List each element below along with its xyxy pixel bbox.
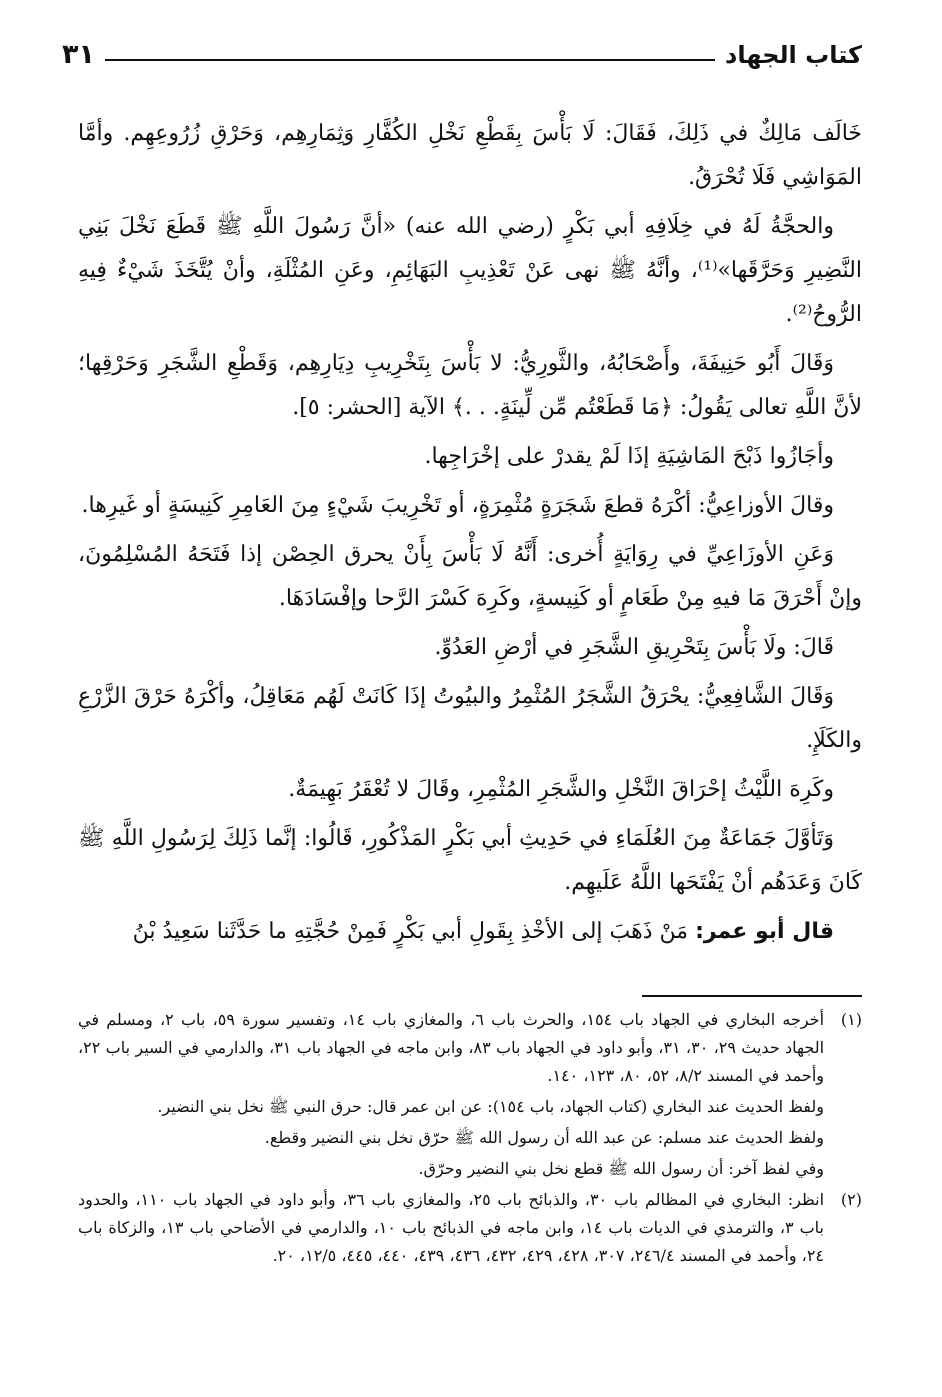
speaker-lead: قال أبو عمر: — [695, 919, 834, 944]
paragraph: وقالَ الأوزاعِيُّ: أكْرَهُ قطعَ شَجَرَةٍ مُثْمِرَةٍ، أو تَخْرِيبَ شَيْءٍ مِنَ العَامِرِ كَنِيسَةٍ أو غَيرِها. — [81, 493, 834, 518]
footnote-2 — [78, 1186, 862, 1270]
footnote-text: أخرجه البخاري في الجهاد باب ١٥٤، والحرث باب ٦، والمغازي باب ١٤، وتفسير سورة ٥٩، باب ٢، ومسلم في الجهاد حديث ٢٩، ٣٠، ٣١، وأبو داود في الجهاد باب ٨٣، وابن ماجه في الجهاد باب ٣١، والدارمي في السير باب ٢٢، وأحمد في المسند ٨/٢، ٥٢، ٨٠، ١٢٣، ١٤٠. — [78, 1010, 825, 1085]
running-title: كتاب الجهاد — [725, 41, 862, 69]
paragraph: والحجَّةُ لَهُ في خِلَافِهِ أبي بَكْرٍ (رضي الله عنه) «أنَّ رَسُولَ اللَّهِ ﷺ قَطَعَ نَخْلَ بَنِي النَّضِيرِ وَحَرَّقَها»⁽¹⁾، وأنَّهُ ﷺ نهى عَنْ تَعْذِيبِ البَهَائِمِ، وعَنِ المُثْلَةِ، وأنْ يُتَّخَذَ شَيْءٌ فِيهِ الرُّوحُ⁽²⁾. — [78, 214, 863, 327]
final-paragraph-text: مَنْ ذَهَبَ إلى الأخْذِ بِقَولِ أبي بَكْرٍ فَمِنْ حُجَّتِهِ ما حَدَّثَنا سَعِيدُ بْنُ — [132, 919, 696, 944]
paragraph: وأجَازُوا ذَبْحَ المَاشِيَةِ إذَا لَمْ يقدرْ على إخْرَاجِها. — [424, 444, 834, 469]
footnotes — [78, 1006, 862, 1273]
header-rule — [105, 59, 715, 61]
footnote-1 — [78, 1006, 862, 1090]
running-header — [62, 28, 862, 70]
footnote-separator — [642, 995, 862, 997]
paragraph: خَالَف مَالِكٌ في ذَلِكَ، فَقَالَ: لَا بَأْسَ بِقَطْعِ نَخْلِ الكُفَّارِ وَثِمَارِهِم، وَحَرْقِ زُرُوعِهِم. وأمَّا المَوَاشِي فَلَا تُحْرَقُ. — [78, 121, 862, 190]
page-number: ٣١ — [62, 39, 95, 70]
footnote-number: (١) — [840, 1010, 862, 1029]
footnote-number: (٢) — [840, 1190, 862, 1209]
footnote-1-note: ولفظ الحديث عند البخاري (كتاب الجهاد، باب ١٥٤): عن ابن عمر قال: حرق النبي ﷺ نخل بني النضير. — [157, 1097, 824, 1116]
paragraph: وَتَأوَّلَ جَمَاعَةٌ مِنَ العُلَمَاءِ في حَدِيثِ أبي بَكْرٍ المَذْكُورِ، قَالُوا: إنَّما ذَلِكَ لِرَسُولِ اللَّهِ ﷺ كَانَ وَعَدَهُم أنْ يَفْتَحَها اللَّهُ عَلَيهِم. — [78, 826, 862, 895]
paragraph: وَقَالَ أَبُو حَنِيفَةَ، وأَصْحَابُهُ، والثَّورِيُّ: لا بَأْسَ بِتَخْرِيبِ دِيَارِهِم، وَقَطْعِ الشَّجَرِ وَحَرْقِها؛ لأنَّ اللَّهِ تعالى يَقُولُ: ﴿مَا قَطَعْتُم مِّن لِّينَةٍ. . .﴾ الآية [الحشر: ٥]. — [78, 351, 862, 420]
footnote-1-note: ولفظ الحديث عند مسلم: عن عبد الله أن رسول الله ﷺ حرّق نخل بني النضير وقطع. — [264, 1128, 824, 1147]
paragraph: قَالَ: ولَا بَأْسَ بِتَحْرِيقِ الشَّجَرِ في أرْضِ العَدُوِّ. — [434, 635, 834, 660]
footnote-text: انظر: البخاري في المظالم باب ٣٠، والذبائح باب ٢٥، والمغازي باب ٣٦، وأبو داود في الجهاد باب ١١٠، والحدود باب ٣، والترمذي في الديات باب ١٤، وابن ماجه في الذبائح باب ١٠، والدارمي في الأضاحي باب ١٣، والزكاة باب ٢٤، وأحمد في المسند ٢٤٦/٤، ٣٠٧، ٤٢٨، ٤٢٩، ٤٣٢، ٤٣٦، ٤٣٩، ٤٤٠، ٤٤٥، ١٢/٥، ٢٠. — [78, 1190, 825, 1265]
paragraph: وَقَالَ الشَّافِعِيُّ: يحْرَقُ الشَّجَرُ المُثْمِرُ والبيُوتُ إذَا كَانَتْ لَهُم مَعَاقِلُ، وأكْرَهُ حَرْقَ الزَّرْعِ والكَلَإِ. — [78, 684, 862, 753]
main-text — [78, 112, 862, 959]
footnote-1-note: وفي لفظ آخر: أن رسول الله ﷺ قطع نخل بني النضير وحرّق. — [418, 1159, 824, 1178]
final-paragraph — [78, 910, 862, 954]
paragraph: وَعَنِ الأوزَاعِيِّ في رِوَايَةٍ أُخرى: أَنَّهُ لَا بَأْسَ بِأَنْ يحرق الحِصْن إذا فَتَحَهُ المُسْلِمُونَ، وإنْ أَحْرَقَ مَا فيهِ مِنْ طَعَامٍ أو كَنِيسةٍ، وكَرِهَ كَسْرَ الرَّحا وإفْسَادَهَا. — [78, 542, 862, 611]
paragraph: وكَرِهَ اللَّيْثُ إحْرَاقَ النَّخْلِ والشَّجَرِ المُثْمِرِ، وقَالَ لا تُعْقَرُ بَهِيمَةٌ. — [288, 777, 834, 802]
